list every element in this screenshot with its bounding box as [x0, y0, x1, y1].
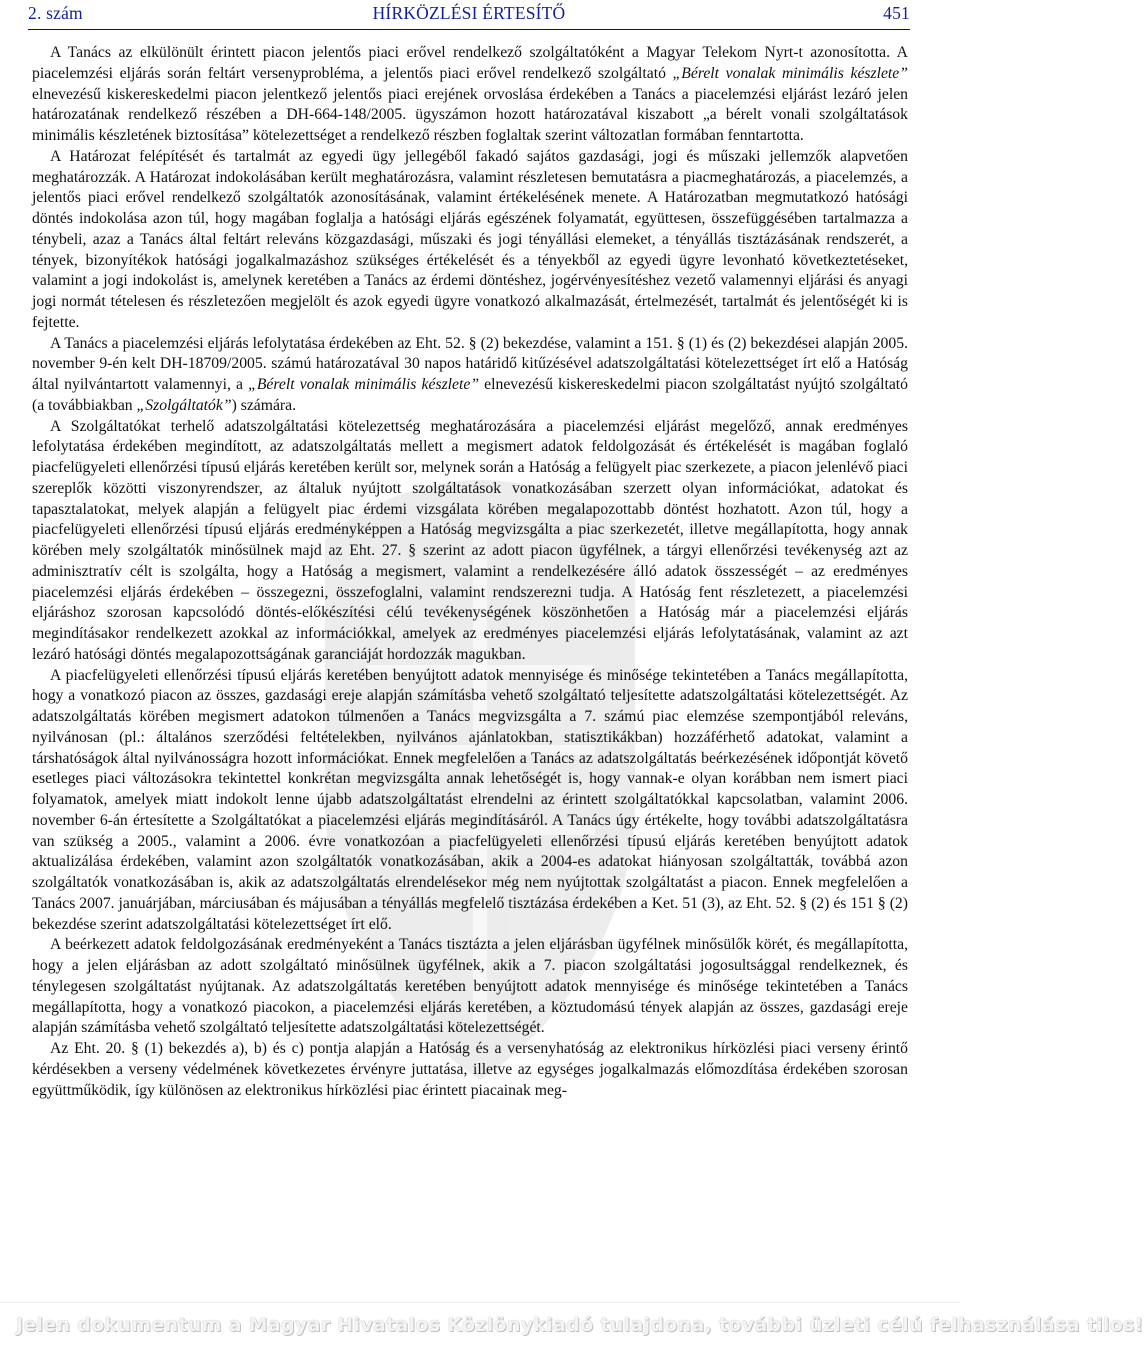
footer-watermark-text: Jelen dokumentum a Magyar Hivatalos Közlönykiadó tulajdona, további üzleti célú felhasználása tilos! — [16, 1314, 1144, 1336]
body-paragraph — [32, 666, 908, 936]
body-paragraph — [32, 935, 908, 1039]
text-run: A Határozat felépítését és tartalmát az egyedi ügy jellegéből fakadó sajátos gazdasági, jogi és műszaki jellemzők alapvetően meghatározzák. A Határozat indokolásában került meghatározásra, valamint részletesen bemutatásra a piacmeghatározás, a piacelemzés, a jelentős piaci erővel rendelkező szolgáltatók azonosításának, valamint értékelésének menete. A Határozatban megmutatkozó hatósági döntés indokolása azon túl, hogy magában foglalja a hatósági eljárás egészének folyamatát, együttesen, összefüggésében tartalmazza a ténybeli, azaz a Tanács által feltárt releváns közgazdasági, műszaki és jogi tényállási elemeket, a tényállás tisztázásának rendszerét, a tények, bizonyítékok hatósági jogalkalmazáshoz szükséges értékelését és a tényekből az egyedi ügyre levonható következtetéseket, valamint a jogi indokolást is, amelynek keretében a Tanács az érdemi döntéshez, jogérvényesítéshez vezető valamennyi eljárási és anyagi jogi normát tételesen és részletezően megjelölt és azok egyedi ügyre vonatkozó alkalmazását, értelmezését, tartalmát és jelentőségét ki is fejtette. — [32, 147, 908, 331]
body-paragraph — [32, 147, 908, 334]
body-paragraph — [32, 43, 908, 147]
text-run: ) számára. — [231, 396, 297, 414]
italic-text-run: „Bérelt vonalak minimális készlete” — [672, 64, 908, 82]
document-body — [32, 43, 908, 1101]
italic-text-run: „Bérelt vonalak minimális készlete” — [248, 376, 480, 393]
text-run: A Szolgáltatókat terhelő adatszolgáltatási kötelezettség meghatározására a piacelemzési eljárást megelőző, annak eredményes lefolytatása érdekében megindított, az adatszolgáltatás mellett a megismert adatok feldolgozását és értékelését is magában foglaló piacfelügyeleti ellenőrzési típusú eljárás keretében került sor, melynek során a Hatóság a felügyelt piac szerkezete, a piacon jelenlévő piaci szereplők közötti viszonyrendszer, az általuk nyújtott szolgáltatások vonatkozásában szerzett olyan információkat, adatokat és tapasztalatokat, melyek alapján a felügyelt piac érdemi vizsgálata körében megalapozottabb döntést hozhatott. Azon túl, hogy a piacfelügyeleti ellenőrzési típusú eljárás eredményképpen a Hatóság megvizsgálta a piac szerkezetét, illetve megállapította, hogy annak körében mely szolgáltatók minősülnek majd az Eht. 27. § szerint az adott piacon ügyfélnek, a tárgyi ellenőrzési tevékenység azt az adminisztratív célt is szolgálta, hogy a Hatóság a megismert, valamint a rendelkezésére álló adatok összességét – az eredményes piacelemzési eljárás érdekében – összegezni, összefoglalni, valamint rendszerezni tudja. A Hatóság fent részletezett, a piacelemzési eljáráshoz szorosan kapcsolódó döntés-előkészítési célú tevékenységének köszönhetően a Hatóság már a piacelemzési eljárás megindításakor rendelkezett azokkal az információkkal, amelyek az eredményes piacelemzési eljárás lefolytatásának, valamint az azt lezáró hatósági döntés megalapozottságának garanciáját hordozzák magukban. — [32, 417, 908, 663]
journal-title: HÍRKÖZLÉSI ÉRTESÍTŐ — [372, 3, 566, 23]
body-paragraph — [32, 1039, 908, 1101]
footer-divider — [0, 1302, 960, 1303]
italic-text-run: „Szolgáltatók” — [136, 396, 232, 414]
text-run: elnevezésű kiskereskedelmi piacon szolgáltatást nyújtó szolgáltató (a továbbiakban — [32, 376, 908, 414]
text-run: A piacfelügyeleti ellenőrzési típusú eljárás keretében benyújtott adatok mennyisége és minősége tekintetében a Tanács megállapította, hogy a vonatkozó piacon az összes, gazdasági ereje alapján számításba vehető szolgáltató teljesítette adatszolgáltatási kötelezettségét. Az adatszolgáltatás körében megismert adatokon túlmenően a Tanács megvizsgálta a 7. számú piac elemzése szempontjából releváns, nyilvánosan (pl.: általános szerződési feltételekben, nyilvános ajánlatokban, statisztikákban) hozzáférhető adatokat, valamint a társhatóságok által nyilvánosságra hozott információkat. Ennek megfelelően a Tanács az adatszolgáltatás beérkezésének időpontját követő esetleges piaci változásokra tekintettel konkrétan megvizsgálta annak lehetőségét is, hogy vannak-e olyan korábban nem ismert piaci folyamatok, amelyek miatt indokolt lenne újabb adatszolgáltatást elrendelni az érintett szolgáltatókkal kapcsolatban, valamint 2006. november 6-án értesítette a Szolgáltatókat a piacelemzési eljárás megindításáról. A Tanács úgy értékelte, hogy további adatszolgáltatásra van szükség a 2005., valamint a 2006. évre vonatkozóan a piacfelügyeleti ellenőrzési típusú eljárás keretében benyújtott adatok aktualizálása érdekében, valamint azon szolgáltatók vonatkozásában, akik a 2004-es adatokat hiányosan szolgáltatták, továbbá azon szolgáltatók vonatkozásában is, akik az adatszolgáltatás elrendelésekor még nem nyújtottak szolgáltatást a piacon. Ennek megfelelően a Tanács 2007. januárjában, márciusában és májusában a tényállás megfelelő tisztázása érdekében a Ket. 51 (3), az Eht. 52. § (2) és 151 § (2) bekezdése szerint adatszolgáltatási kötelezettséget írt elő. — [32, 666, 908, 933]
text-run: A Tanács az elkülönült érintett piacon jelentős piaci erővel rendelkező szolgáltatóként a Magyar Telekom Nyrt-t azonosította. A piacelemzési eljárás során feltárt versenyprobléma, a jelentős piaci erővel rendelkező szolgáltató — [32, 44, 908, 82]
text-run: A Tanács a piacelemzési eljárás lefolytatása érdekében az Eht. 52. § (2) bekezdése, valamint a 151. § (1) és (2) bekezdései alapján 2005. november 9-én kelt DH-18709/2005. számú határozatával 30 napos határidő kitűzésével adatszolgáltatási kötelezettséget írt elő a Hatóság által nyilvántartott valamennyi, a — [32, 334, 908, 393]
issue-number: 2. szám — [28, 3, 83, 23]
body-paragraph — [32, 334, 908, 417]
page-header — [28, 3, 910, 30]
body-paragraph — [32, 417, 908, 666]
page-number: 451 — [883, 3, 910, 23]
text-run: A beérkezett adatok feldolgozásának eredményeként a Tanács tisztázta a jelen eljárásban ügyfélnek minősülők körét, és megállapította, hogy a jelen eljárásban az adott szolgáltató minősülnek ügyfélnek, akik a 7. piacon szolgáltatási jogosultsággal rendelkeznek, és ténylegesen szolgáltatást nyújtanak. Az adatszolgáltatás keretében benyújtott adatok mennyisége és minősége tekintetében a Tanács megállapította, hogy a vonatkozó piacokon, a piacelemzési eljárás keretében, a köztudomású tények alapján az összes, gazdasági ereje alapján számításba vehető szolgáltató teljesítette adatszolgáltatási kötelezettségét. — [32, 936, 908, 1037]
text-run: elnevezésű kiskereskedelmi piacon jelentkező jelentős piaci erejének orvoslása érdekében a Tanács a piacelemzési eljárást lezáró jelen határozatának rendelkező részében a DH-664-148/2005. ügyszámon hozott határozatával kiszabott „a bérelt vonali szolgáltatások minimális készletének biztosítása” kötelezettséget a rendelkező részben foglaltak szerint változatlan formában fenntartotta. — [32, 85, 908, 144]
text-run: Az Eht. 20. § (1) bekezdés a), b) és c) pontja alapján a Hatóság és a versenyhatóság az elektronikus hírközlési piaci verseny érintő kérdésekben a verseny védelmének következetes érvényre juttatása, illetve az egységes jogalkalmazás előmozdítása érdekében szorosan együttműködik, így különösen az elektronikus hírközlési piac érintett piacainak meg- — [32, 1040, 908, 1099]
